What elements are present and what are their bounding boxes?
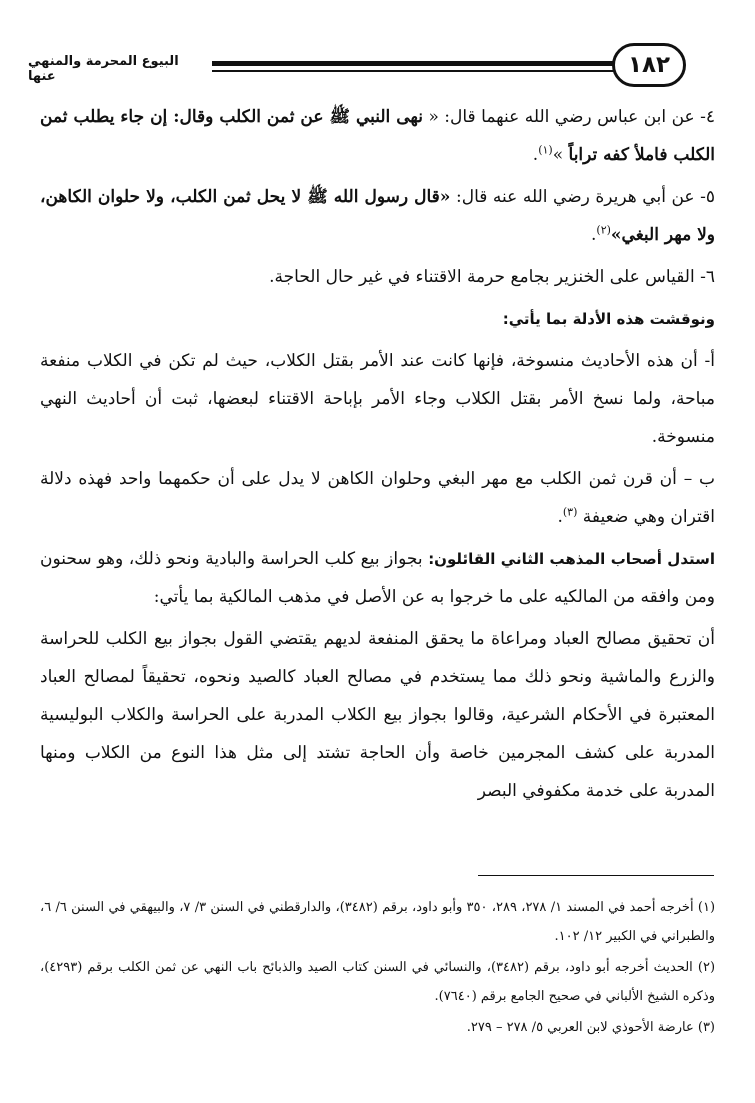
footnote-2: (٢) الحديث أخرجه أبو داود، برقم (٣٤٨٢)، والنسائي في السنن كتاب الصيد والذبائح باب النهي عن ثمن الكلب برقم (٤٢٩٣)، وذكره الشيخ الألباني في صحيح الجامع برقم (٧٦٤٠). <box>40 960 716 1004</box>
rebuttal-b: ب – أن قرن ثمن الكلب مع مهر البغي وحلوان الكاهن لا يدل على أن حكمهما واحد فهذه دلالة اقتران وهي ضعيفة $^{(٣)}$. <box>40 469 715 527</box>
header-rule-thin <box>212 70 614 72</box>
footnote-ref-2: (٢) <box>596 223 611 237</box>
footnote-1: (١) أخرجه أحمد في المسند ١/ ٢٧٨، ٢٨٩، ٣٥٠ وأبو داود، برقم (٣٤٨٢)، والدارقطني في السنن ٣/ ٧، والبيهقي في السنن ٦/ ٦، والطبراني في الكبير ١٢/ ١٠٢. <box>40 900 716 944</box>
discussion-heading: ونوقشت هذه الأدلة بما يأتي: <box>502 310 715 328</box>
evidence-5: ٥- عن أبي هريرة رضي الله عنه قال: «قال رسول الله ﷺ لا يحل ثمن الكلب، ولا حلوان الكاهن، ولا مهر البغي»$^{(٢)}$. <box>40 187 715 245</box>
page-header <box>0 40 755 96</box>
footnote-separator <box>478 875 714 876</box>
running-title: البيوع المحرمة والمنهي عنها <box>28 54 179 84</box>
footnote-ref-3: (٣) <box>562 505 578 519</box>
main-text <box>40 98 715 814</box>
header-rule <box>212 61 614 66</box>
evidence-6: ٦- القياس على الخنزير بجامع حرمة الاقتناء في غير حال الحاجة. <box>269 267 715 287</box>
footnote-ref-1: (١) <box>538 143 553 157</box>
page-number: ١٨٢ <box>612 43 686 87</box>
rebuttal-a: أ- أن هذه الأحاديث منسوخة، فإنها كانت عند الأمر بقتل الكلاب، حيث لم تكن في الكلاب منفعة مباحة، ولما نسخ الأمر بقتل الكلاب وجاء الأمر بإباحة الاقتناء لبعضها، ثبت أن أحاديث النهي منسوخة. <box>40 351 715 447</box>
second-view-heading: استدل أصحاب المذهب الثاني القائلون: <box>428 550 715 568</box>
footnotes <box>40 893 715 1044</box>
hadith-text: نهى النبي ﷺ عن ثمن الكلب وقال: إن جاء يطلب ثمن الكلب فاملأ كفه تراباً <box>40 107 715 165</box>
footnote-3: (٣) عارضة الأحوذي لابن العربي ٥/ ٢٧٨ – ٢٧٩. <box>466 1020 715 1035</box>
evidence-4: ٤- عن ابن عباس رضي الله عنهما قال: « نهى النبي ﷺ عن ثمن الكلب وقال: إن جاء يطلب ثمن الكلب فاملأ كفه تراباً »$^{(١)}$. <box>40 107 715 165</box>
hadith-text: «قال رسول الله ﷺ لا يحل ثمن الكلب، ولا حلوان الكاهن، ولا مهر البغي» <box>40 187 715 245</box>
second-view: استدل أصحاب المذهب الثاني القائلون: بجواز بيع كلب الحراسة والبادية ونحو ذلك، وهو سحنون ومن وافقه من المالكيه على ما خرجوا به عن الأصل في مذهب المالكية بما يأتي: <box>40 549 715 607</box>
argument-paragraph: أن تحقيق مصالح العباد ومراعاة ما يحقق المنفعة لديهم يقتضي القول بجواز بيع الكلب للحراسة والزرع والماشية ونحو ذلك مما يستخدم في مصالح العباد كالصيد ونحوه، تحقيقاً لمصالح العباد المعتبرة في الأحكام الشرعية، وقالوا بجواز بيع الكلاب المدربة على الحراسة والكلاب البوليسية المدربة على كشف المجرمين خاصة وأن الحاجة تشتد إلى مثل هذا النوع من الكلاب ومنها المدربة على خدمة مكفوفي البصر <box>40 629 715 801</box>
